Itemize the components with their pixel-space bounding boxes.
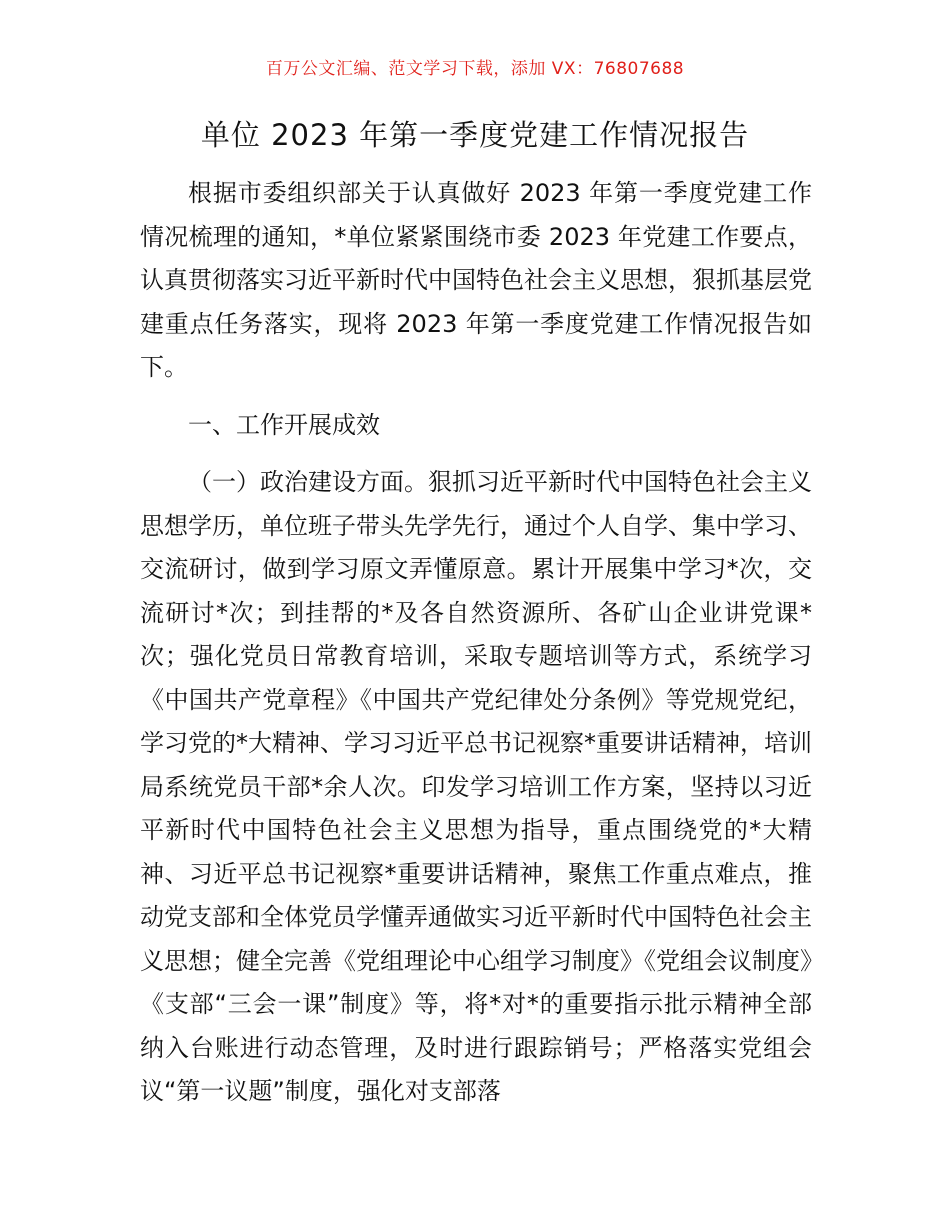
document-title: 单位 2023 年第一季度党建工作情况报告 (200, 118, 750, 152)
intro-paragraph: 根据市委组织部关于认真做好 2023 年第一季度党建工作情况梳理的通知，*单位紧紧围绕市委 2023 年党建工作要点，认真贯彻落实习近平新时代中国特色社会主义思想，狠抓基层党建重点任务落实，现将 2023 年第一季度党建工作情况报告如下。 (140, 179, 812, 381)
document-body (140, 172, 812, 1114)
section-heading: 一、工作开展成效 (188, 410, 380, 439)
watermark-text: 百万公文汇编、范文学习下载，添加 VX：76807688 (265, 59, 685, 79)
body-paragraph: （一）政治建设方面。狠抓习近平新时代中国特色社会主义思想学历，单位班子带头先学先行，通过个人自学、集中学习、交流研讨，做到学习原文弄懂原意。累计开展集中学习*次，交流研讨*次；到挂帮的*及各自然资源所、各矿山企业讲党课*次；强化党员日常教育培训，采取专题培训等方式，系统学习《中国共产党章程》《中国共产党纪律处分条例》等党规党纪，学习党的*大精神、学习习近平总书记视察*重要讲话精神，培训局系统党员干部*余人次。印发学习培训工作方案，坚持以习近平新时代中国特色社会主义思想为指导，重点围绕党的*大精神、习近平总书记视察*重要讲话精神，聚焦工作重点难点，推动党支部和全体党员学懂弄通做实习近平新时代中国特色社会主义思想；健全完善《党组理论中心组学习制度》《党组会议制度》《支部“三会一课”制度》等，将*对*的重要指示批示精神全部纳入台账进行动态管理，及时进行跟踪销号；严格落实党组会议“第一议题”制度，强化对支部落 (140, 468, 812, 1105)
